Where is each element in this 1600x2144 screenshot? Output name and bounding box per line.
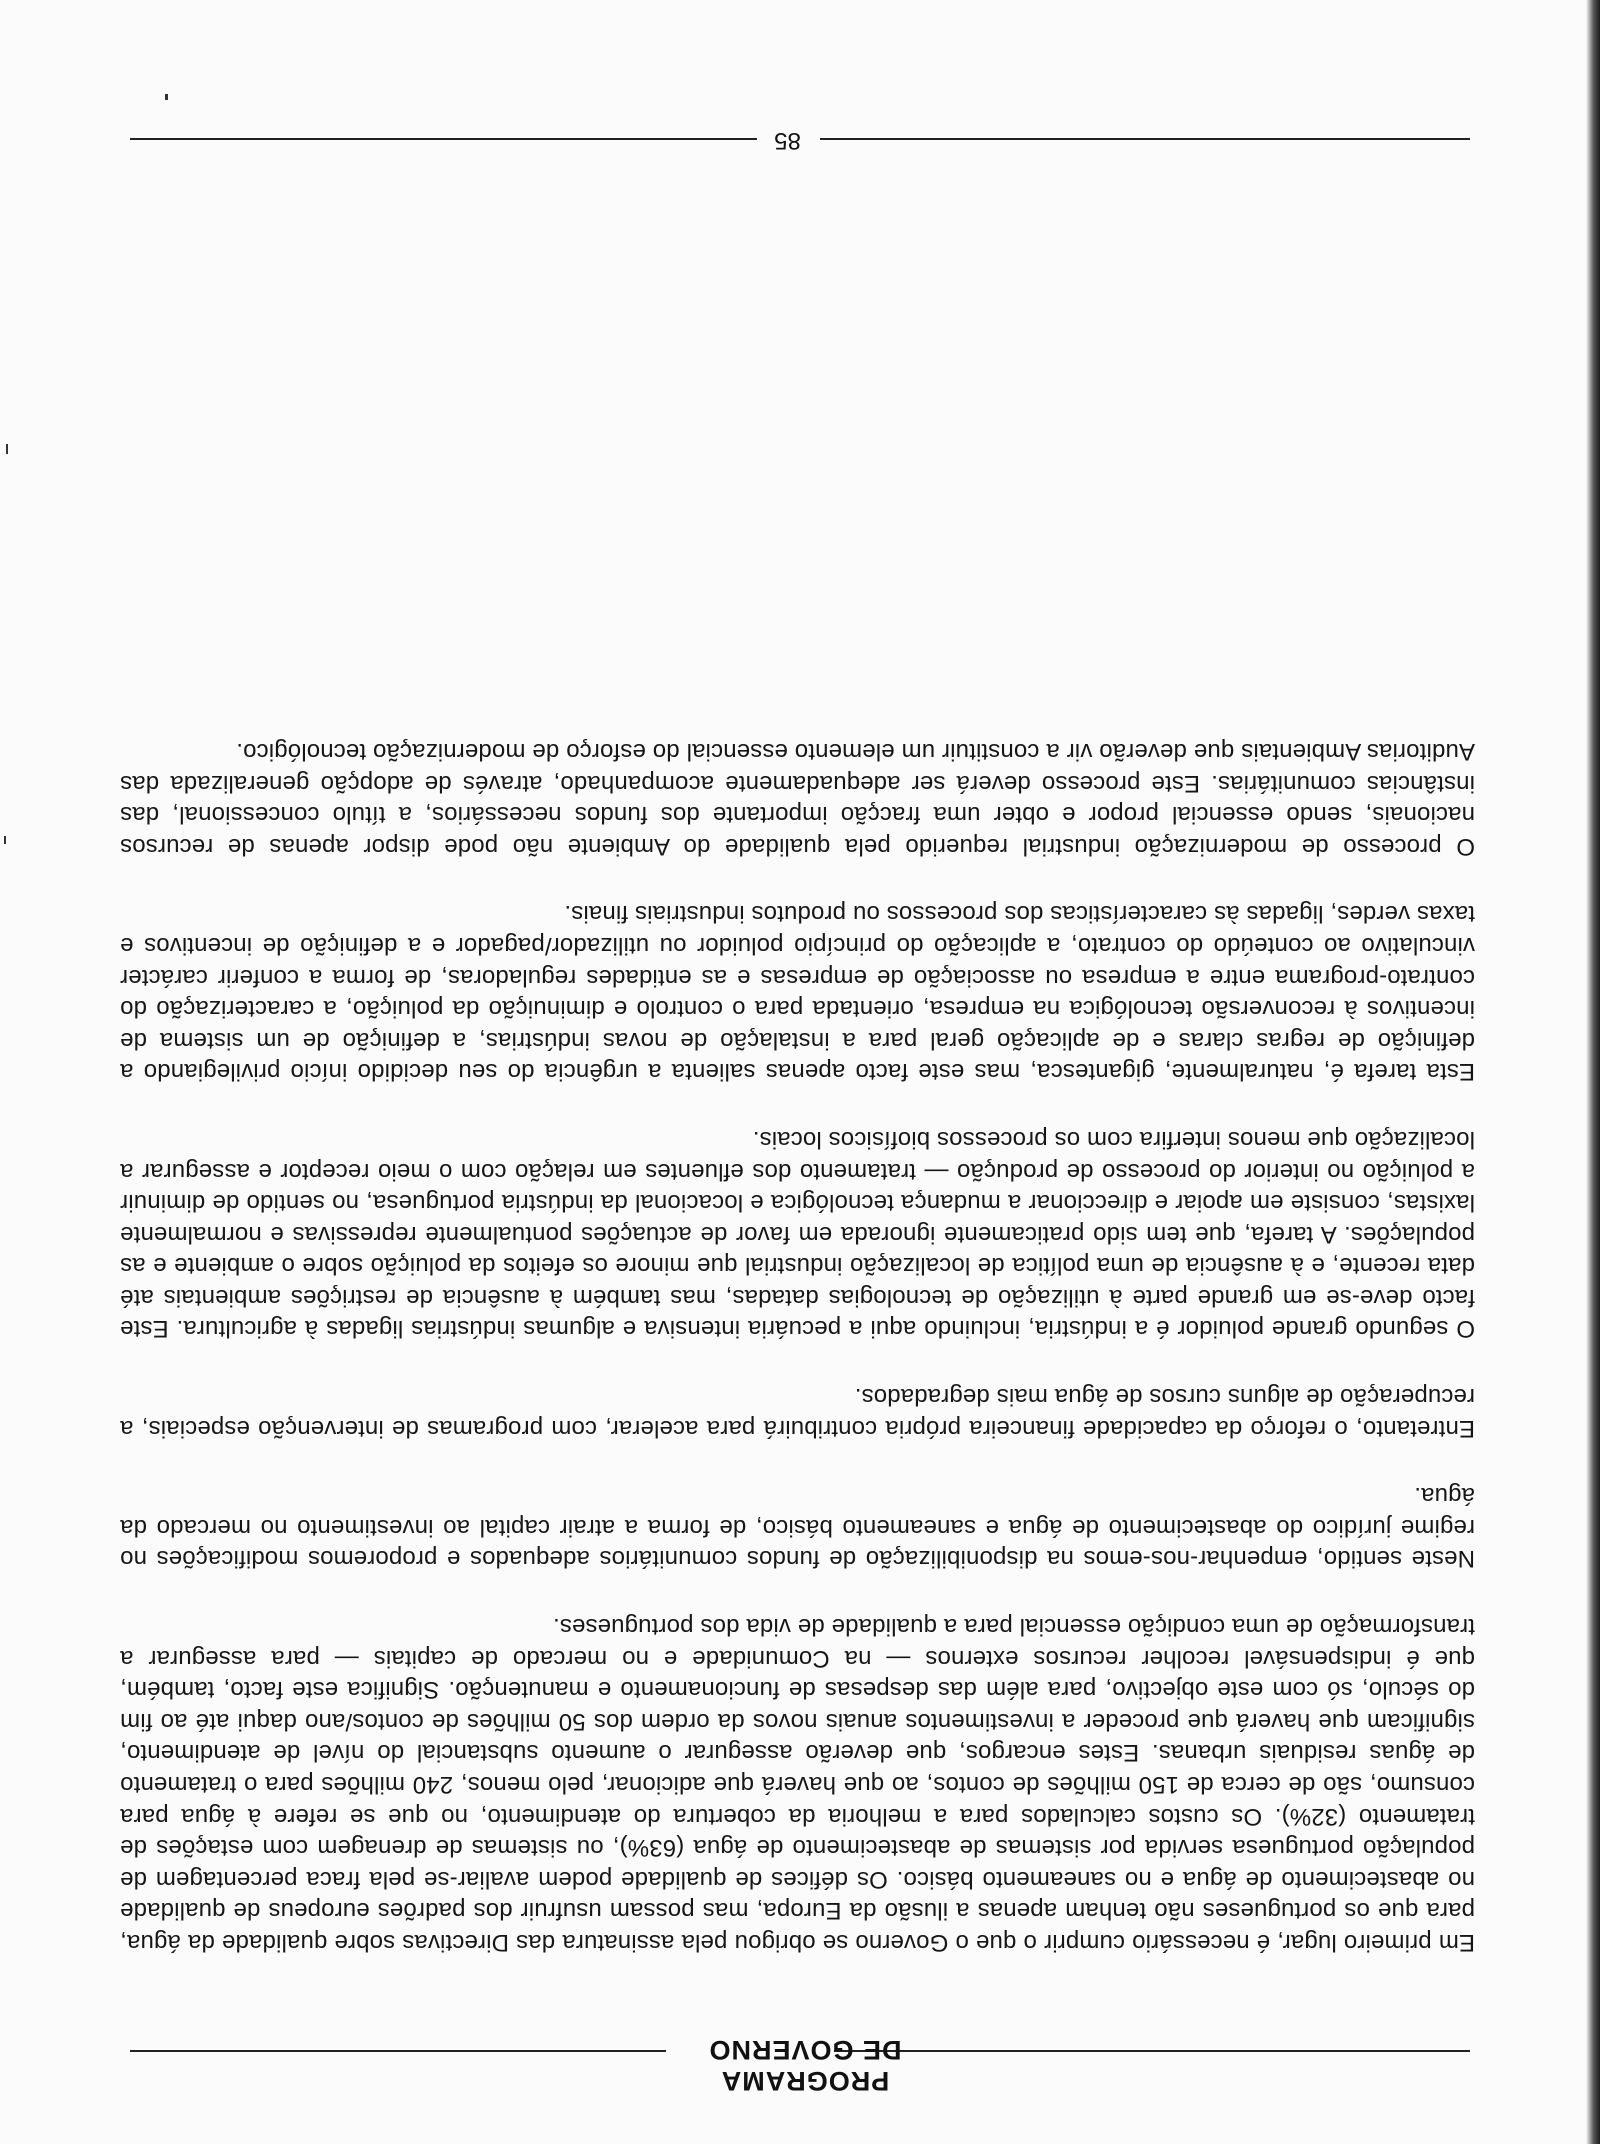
header-rule-left [834, 2050, 1470, 2052]
page-number: 85 [774, 127, 801, 154]
footer-rule-left [820, 138, 1470, 140]
header-rule-right [130, 2050, 666, 2052]
scan-edge-shadow [1586, 0, 1600, 2144]
page-header [0, 2006, 1600, 2096]
scan-speck [6, 444, 8, 454]
scan-speck [4, 836, 6, 844]
paragraph-industry-pollution: O segundo grande poluidor é a indústria, incluindo aqui a pecuária intensiva e algumas indústrias ligadas à agricultura. Este facto deve-se em grande parte à utilização de tecnologias datadas, mas também à ausência de restrições ambientais até data recente, e à ausência de uma política de localização industrial que minore os efeitos da poluição sobre o ambiente e as populações. A tarefa, que tem sido praticamente ignorada em favor de actuações pontualmente repressivas e normalmente laxistas, consiste em apoiar e direccionar a mudança tecnológica e locacional da indústria portuguesa, no sentido de diminuir a poluição no interior do processo de produção — tratamento dos efluentes em relação com o meio receptor e assegurar a localização que menos interfira com os processos biofísicos locais. [120, 1125, 1475, 1343]
footer-rule-right [130, 138, 757, 140]
paragraph-water-quality: Em primeiro lugar, é necessário cumprir o que o Governo se obrigou pela assinatura das Directivas sobre qualidade da água, para que os portugueses não tenham apenas a ilusão da Europa, mas possam usufruir dos padrões europeus de qualidade no abastecimento de água e no saneamento básico. Os défices de qualidade podem avaliar-se pela fraca percentagem de população portuguesa servida por sistemas de abastecimento de água (63%), ou sistemas de drenagem com estações de tratamento (32%). Os custos calculados para a melhoria da cobertura do atendimento, no que se refere à água para consumo, são de cerca de 150 milhões de contos, ao que haverá que adicionar, pelo menos, 240 milhões para o tratamento de águas residuais urbanas. Estes encargos, que deverão assegurar o aumento substancial do nível de atendimento, significam que haverá que proceder a investimentos anuais novos da ordem dos 50 milhões de contos/ano daqui até ao fim do século, só com este objectivo, para além das despesas de funcionamento e manutenção. Significa este facto, também, que é indispensável recolher recursos externos — na Comunidade e no mercado de capitais — para assegurar a transformação de uma condição essencial para a qualidade de vida dos portugueses. [120, 1613, 1475, 1956]
body-text [120, 735, 1475, 1958]
header-title: PROGRAMA DE GOVERNO [708, 2035, 902, 2096]
page-footer [0, 119, 1600, 159]
paragraph-community-funds: Neste sentido, empenhar-nos-emos na disponibilização de fundos comunitários adequados e proporemos modificações no regime jurídico do abastecimento de água e saneamento básico, de forma a atrair capital ao investimento no mercado da água. [120, 1482, 1475, 1573]
paragraph-financial-capacity: Entretanto, o reforço da capacidade financeira própria contribuirá para acelerar, com programas de intervenção especiais, a recuperação de alguns cursos de água mais degradados. [120, 1383, 1475, 1442]
paragraph-industrial-modernization: O processo de modernização industrial requerido pela qualidade do Ambiente não pode dispor apenas de recursos nacionais, sendo essencial propor e obter uma fracção importante dos fundos necessários, a título concessional, das instâncias comunitárias. Este processo deverá ser adequadamente acompanhado, através de adopção generalizada das Auditorias Ambientais que deverão vir a constituir um elemento essencial do esforço de modernização tecnológico. [120, 738, 1475, 860]
paragraph-task-regulation: Esta tarefa é, naturalmente, gigantesca, mas este facto apenas salienta a urgência do seu decidido início privilegiando a definição de regras claras e de aplicação geral para a instalação de novas indústrias, a definição de um sistema de incentivos à reconversão tecnológica na empresa, orientada para o controlo e diminuição da poluição, a caracterização do contrato-programa entre a empresa ou associação de empresas e as entidades reguladoras, de forma a conferir carácter vinculativo ao conteúdo do contrato, a aplicação do princípio poluidor ou utilizador/pagador e a definição de incentivos e taxas verdes, ligadas às características dos processos ou produtos industriais finais. [120, 900, 1475, 1086]
scan-speck [165, 94, 168, 100]
